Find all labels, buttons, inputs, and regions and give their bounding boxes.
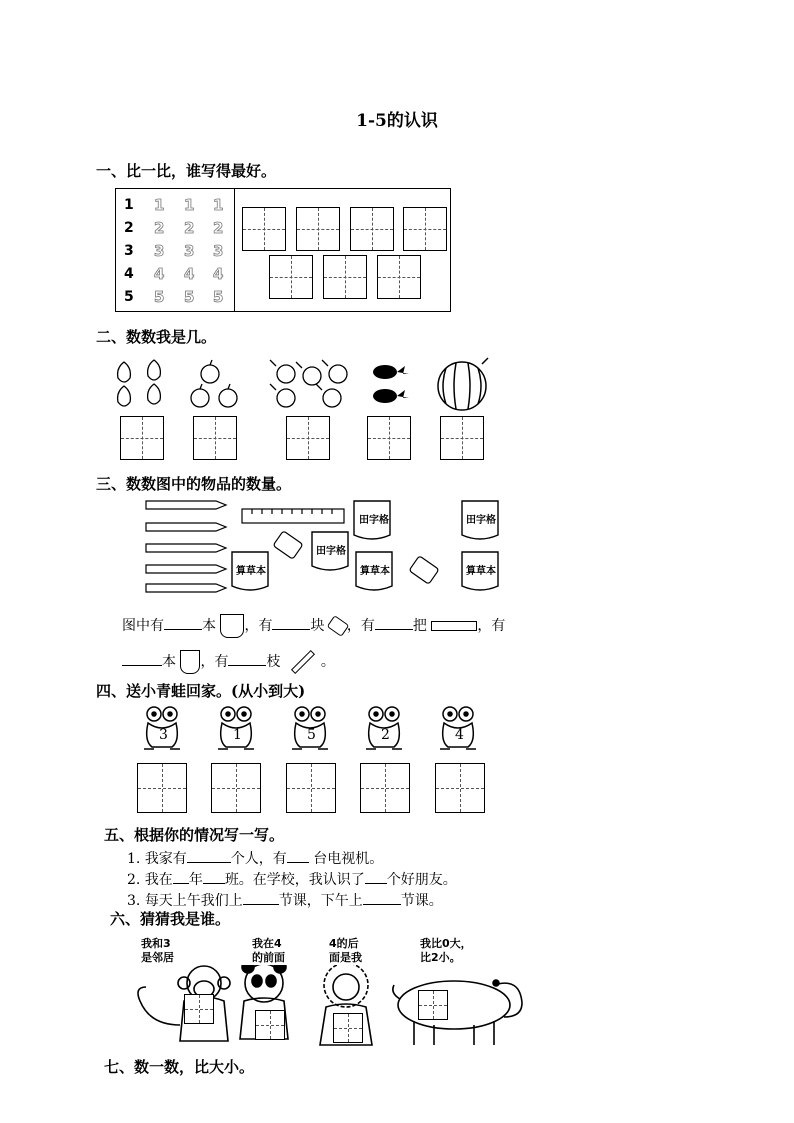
notebook-label: 算草本 (236, 566, 266, 577)
digit-3: 3 (124, 243, 134, 259)
writing-grid[interactable] (296, 207, 340, 251)
count-text: ，有 (200, 654, 229, 670)
section-1-heading: 一、比一比，谁写得最好。 (96, 162, 277, 180)
blank[interactable] (375, 615, 413, 630)
count-line-1 (122, 614, 505, 638)
answer-grid[interactable] (255, 1010, 285, 1040)
answer-grid[interactable] (367, 416, 411, 460)
frog-number: 2 (381, 727, 390, 743)
pineapple-icon (373, 365, 409, 403)
answer-grid[interactable] (360, 763, 410, 813)
digit-1: 1 (124, 197, 134, 213)
blank[interactable] (287, 848, 309, 863)
riddle-panda (252, 937, 285, 965)
answer-grid[interactable] (184, 994, 214, 1024)
trace-5: 5 (154, 288, 165, 306)
apple-icon (191, 360, 237, 407)
blank[interactable] (272, 615, 310, 630)
trace-3: 3 (213, 242, 224, 260)
answer-grid[interactable] (440, 416, 484, 460)
item-text: 节课。 (400, 893, 443, 909)
trace-3: 3 (184, 242, 195, 260)
riddle-line: 比2小。 (420, 951, 461, 964)
item-text: 我在 (144, 872, 173, 888)
riddle-line: 我和3 (141, 937, 171, 950)
trace-4: 4 (213, 265, 224, 283)
riddle-line: 是邻居 (141, 951, 174, 964)
count-text: 把 (412, 618, 427, 634)
notebook-icon (220, 614, 244, 638)
trace-1: 1 (154, 196, 165, 214)
riddle-line: 的前面 (252, 951, 285, 964)
item-number: 3. (127, 893, 141, 909)
trace-3: 3 (154, 242, 165, 260)
pencil-icon (291, 650, 315, 674)
item-text: 个好朋友。 (386, 872, 457, 888)
page-title: 1-5的认识 (356, 111, 438, 131)
count-text: 本 (162, 654, 176, 670)
item-text: 我家有 (144, 851, 187, 867)
writing-grid[interactable] (403, 207, 447, 251)
trace-1: 1 (184, 196, 195, 214)
trace-4: 4 (184, 265, 195, 283)
answer-grid[interactable] (418, 990, 448, 1020)
writing-grid[interactable] (269, 255, 313, 299)
digit-4: 4 (124, 266, 134, 282)
digit-5: 5 (124, 289, 134, 305)
count-line-2 (122, 650, 335, 674)
riddle-line: 我比0大， (420, 937, 472, 950)
count-text: 本 (202, 618, 216, 634)
pear-icon (118, 360, 161, 406)
item-text: 节课，下午上 (278, 893, 363, 909)
notebook-label: 田字格 (359, 515, 389, 526)
blank[interactable] (122, 651, 162, 666)
frog-number: 5 (307, 727, 316, 743)
section-2-heading: 二、数数我是几。 (96, 328, 217, 346)
answer-grid[interactable] (333, 1013, 363, 1043)
answer-grid[interactable] (286, 416, 330, 460)
fill-item-3 (127, 890, 443, 910)
count-text: ，有 (346, 618, 375, 634)
notebook-label: 算草本 (466, 566, 496, 577)
writing-grid[interactable] (377, 255, 421, 299)
ruler-icon (431, 621, 477, 631)
fruit-illustrations (110, 352, 500, 412)
frog-number: 3 (159, 727, 168, 743)
section-4-heading: 四、送小青蛙回家。(从小到大) (96, 682, 306, 700)
riddle-line: 我在4 (252, 937, 282, 950)
item-text: 班。在学校，我认识了 (224, 872, 365, 888)
pencil-icon (146, 501, 226, 592)
trace-5: 5 (213, 288, 224, 306)
answer-grid[interactable] (120, 416, 164, 460)
notebook-icon (180, 650, 200, 674)
trace-2: 2 (213, 219, 224, 237)
eraser-icon (327, 615, 350, 637)
riddle-hippo (420, 937, 472, 965)
answer-grid[interactable] (435, 763, 485, 813)
trace-5: 5 (184, 288, 195, 306)
count-text: 图中有 (122, 618, 164, 634)
ruler-icon (242, 509, 344, 523)
section-3-heading: 三、数数图中的物品的数量。 (96, 475, 292, 493)
item-number: 1. (127, 851, 141, 867)
trace-4: 4 (154, 265, 165, 283)
item-text: 每天上午我们上 (144, 893, 243, 909)
notebook-label: 算草本 (360, 566, 390, 577)
item-text: 台电视机。 (313, 851, 384, 867)
writing-grid[interactable] (350, 207, 394, 251)
item-number: 2. (127, 872, 141, 888)
riddle-line: 4的后 (329, 937, 359, 950)
item-text: 年 (188, 872, 203, 888)
section-5-heading: 五、根据你的情况写一写。 (104, 826, 285, 844)
count-text: ，有 (477, 618, 506, 634)
count-text: 。 (320, 654, 335, 670)
fill-item-1 (127, 848, 383, 868)
notebook-label: 田字格 (316, 546, 346, 557)
answer-grid[interactable] (286, 763, 336, 813)
answer-grid[interactable] (137, 763, 187, 813)
blank[interactable] (173, 869, 189, 884)
count-text: 块 (310, 618, 325, 634)
blank[interactable] (363, 890, 401, 905)
writing-grid[interactable] (242, 207, 286, 251)
section-6-heading: 六、猜猜我是谁。 (110, 910, 231, 928)
writing-grid[interactable] (323, 255, 367, 299)
frog-number: 1 (233, 727, 242, 743)
riddle-lion (329, 937, 362, 965)
blank[interactable] (203, 869, 225, 884)
section-7-heading: 七、数一数，比大小。 (104, 1058, 255, 1076)
frog-number: 4 (455, 727, 464, 743)
riddle-line: 面是我 (329, 951, 362, 964)
hippo-icon (393, 980, 522, 1045)
blank[interactable] (365, 869, 387, 884)
blank[interactable] (243, 890, 279, 905)
count-text: ，有 (244, 618, 273, 634)
blank[interactable] (187, 848, 231, 863)
count-text: 枝 (266, 654, 281, 670)
notebook-label: 田字格 (466, 515, 496, 526)
item-text: 个人，有 (230, 851, 287, 867)
fill-item-2 (127, 869, 457, 889)
peach-icon (270, 360, 347, 407)
trace-2: 2 (184, 219, 195, 237)
trace-2: 2 (154, 219, 165, 237)
answer-grid[interactable] (211, 763, 261, 813)
riddle-monkey (141, 937, 174, 965)
answer-grid[interactable] (193, 416, 237, 460)
digit-2: 2 (124, 220, 134, 236)
blank[interactable] (164, 615, 202, 630)
watermelon-icon (438, 358, 488, 410)
blank[interactable] (228, 651, 266, 666)
trace-1: 1 (213, 196, 224, 214)
